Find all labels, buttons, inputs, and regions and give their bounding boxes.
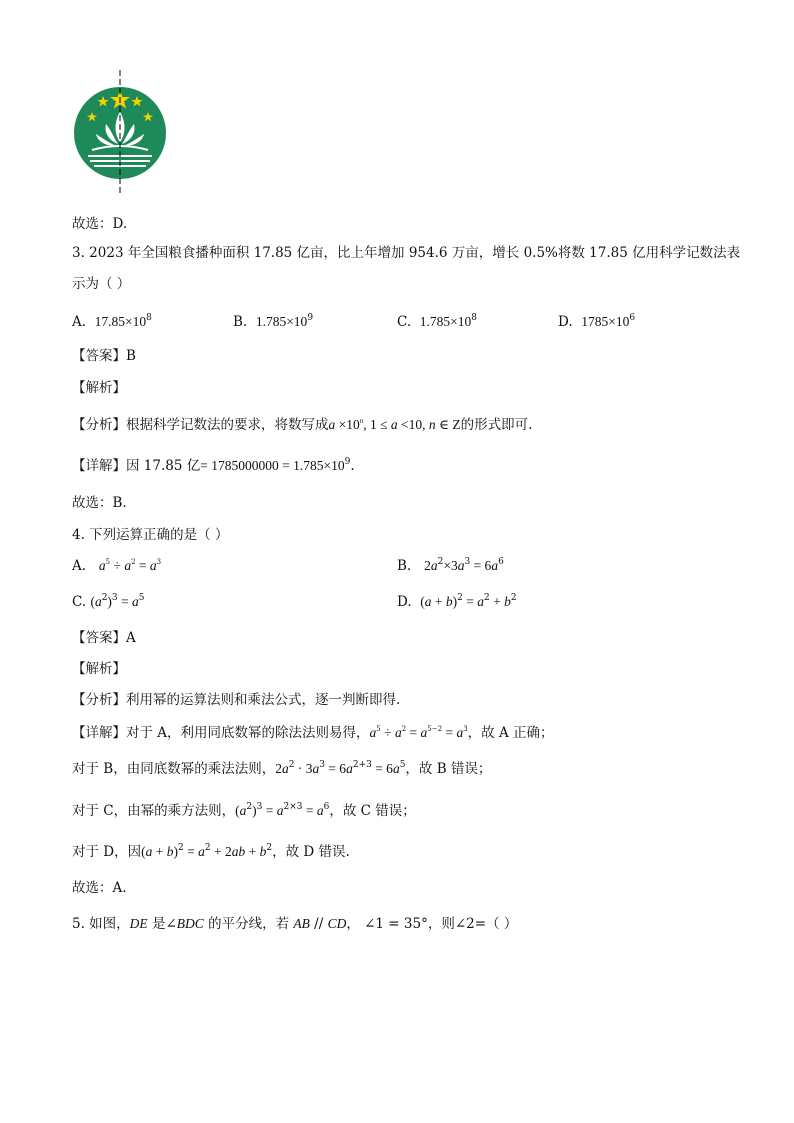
q3-jiexi: 【解析】: [72, 380, 126, 396]
q4-xiangjie-c: 对于 C，由幂的乘方法则，$(a^2)^3 = a^{2\times 3} = a^6$，故 C 错误；: [72, 802, 416, 819]
q3-stem-cont: 示为（ ）: [72, 276, 131, 292]
q4-stem: 4. 下列运算正确的是（ ）: [72, 527, 229, 543]
choose-a: 故选：A.: [72, 880, 127, 896]
q4-option-d: D. $(a + b)^2 = a^2 + b^2$: [397, 593, 517, 610]
q3-stem: 3. 2023 年全国粮食播种面积 17.85 亿亩，比上年增加 954.6 万亩，增长 0.5%将数 17.85 亿用科学记数法表: [72, 245, 741, 261]
q5-stem: 5. 如图，DE 是∠BDC 的平分线，若 AB // CD， ∠1 = 35°，则∠2=（ ）: [72, 916, 518, 932]
q4-xiangjie-b: 对于 B，由同底数幂的乘法法则，$2a^2 \cdot 3a^3 = 6a^{2+3} = 6a^5$，故 B 错误；: [72, 760, 492, 777]
choose-b: 故选：B.: [72, 495, 127, 511]
q3-fenxi: 【分析】根据科学记数法的要求，将数写成$a \times 10^n$, 1 ≤ a <10, n ∈ Z的形式即可.: [72, 417, 533, 433]
choose-d: 故选：D.: [72, 216, 128, 232]
q4-jiexi: 【解析】: [72, 661, 126, 677]
q3-xiangjie: 【详解】因 17.85 亿= $1785000000 = 1.785\times 10^9$.: [72, 457, 355, 474]
q3-option-d: D. $1785\times 10^6$: [558, 313, 636, 330]
q3-answer: 【答案】B: [72, 348, 136, 364]
q3-option-c: C. $1.785\times 10^8$: [397, 313, 477, 330]
emblem-figure: [68, 68, 172, 198]
q4-option-a: A. $a^5 \div a^2 = a^3$: [72, 558, 162, 574]
q3-option-a: A. $17.85\times 10^8$: [72, 313, 152, 330]
q4-xiangjie-a: 【详解】对于 A，利用同底数幂的除法法则易得，$a^5 \div a^2 = a^{5-2} = a^3$，故 A 正确；: [72, 725, 554, 741]
q4-xiangjie-d: 对于 D，因$(a + b)^2 = a^2 + 2ab + b^2$，故 D 错误.: [72, 843, 350, 860]
q4-option-c: C. $(a^2)^3 = a^5$: [72, 593, 145, 610]
q4-fenxi: 【分析】利用幂的运算法则和乘法公式，逐一判断即得.: [72, 692, 401, 708]
q4-option-b: B. $2a^2\times 3a^3 = 6a^6$: [397, 557, 504, 574]
q3-option-b: B. $1.785\times 10^9$: [233, 313, 314, 330]
q4-answer: 【答案】A: [72, 630, 136, 646]
